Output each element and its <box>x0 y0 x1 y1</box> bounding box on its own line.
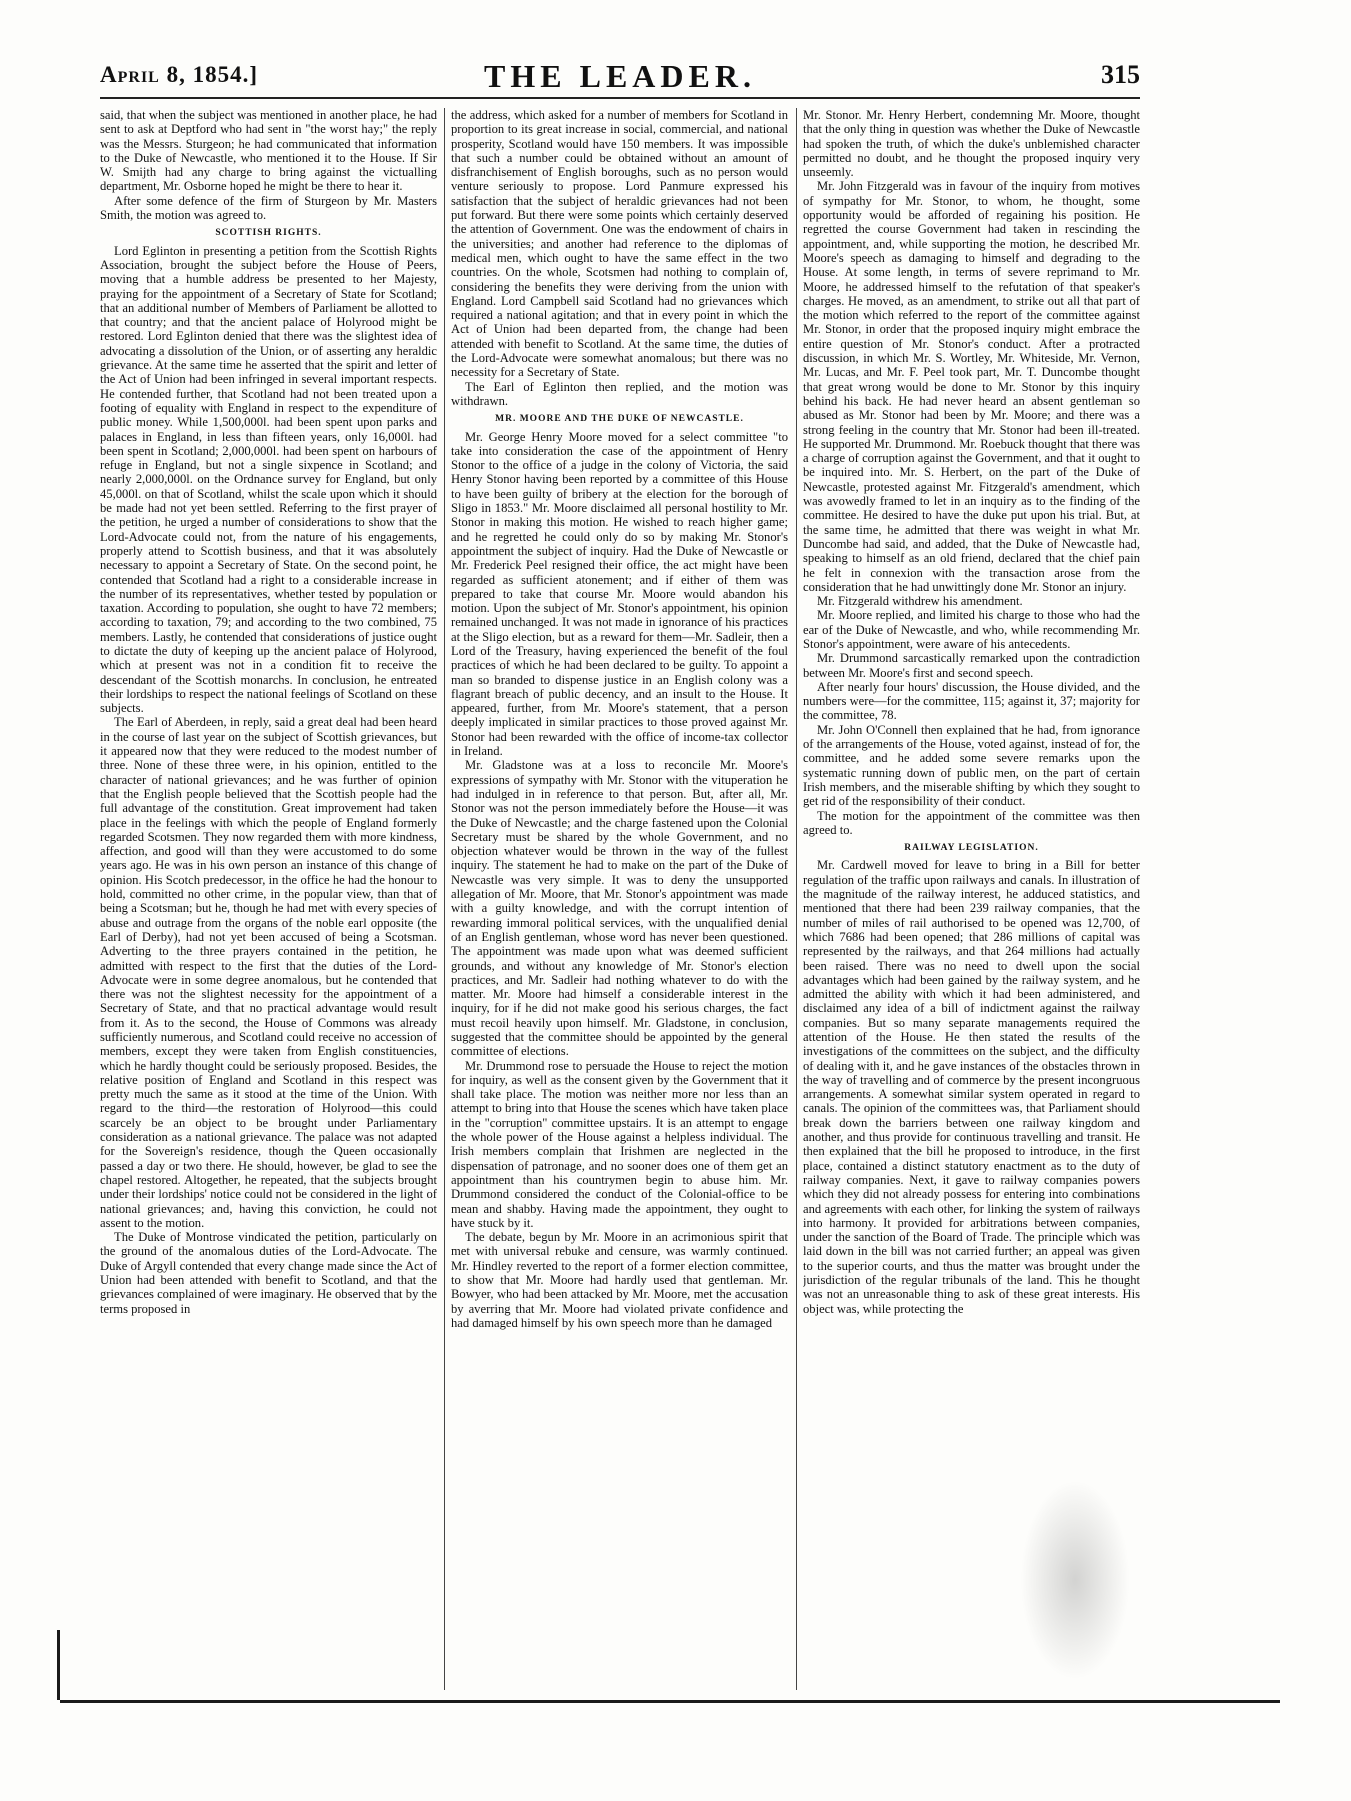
paragraph: Mr. Cardwell moved for leave to bring in a Bill for better regulation of the traffic upon railways and canals. In illustration of the magnitude of the railway interest, he adduced statistics, and mentioned that there had been 239 railway companies, that the number of miles of rail authorised to be opened was 12,700, of which 7686 had been opened; that 286 millions of capital was represented by the railways, and that 264 millions had actually been raised. There was no need to dwell upon the social advantages which had been gained by the railway system, and he admitted the ability with which it had been administered, and disclaimed any idea of a bill of indictment against the railway companies. But so many separate managements required the attention of the House. He then stated the results of the investigations of the committees on the subject, and the difficulty of dealing with it, and he gave instances of the obstacles thrown in the way of travelling and of commerce by the present incongruous arrangements. A somewhat similar system operated in regard to canals. The opinion of the committees was, that Parliament should break down the barriers between one railway kingdom and another, and thus provide for continuous travelling and transit. He then explained that the bill he proposed to introduce, in the first place, contained a distinct statutory enactment as to the duty of railway companies. Next, it gave to railway companies powers which they did not already possess for entering into combinations and agreements with each other, for linking the system of railways into harmony. It provided for arbitrations between companies, under the sanction of the Board of Trade. The principle which was laid down in the bill was not carried further; an appeal was given to the superior courts, and thus the matter was brought under the jurisdiction of the regular tribunals of the land. This he thought was not an unreasonable thing to ask of these great interests. His object was, while protecting the <box>803 858 1140 1316</box>
header-rule <box>100 97 1140 99</box>
column-divider <box>796 108 797 1690</box>
paragraph: The Duke of Montrose vindicated the petition, particularly on the ground of the anomalous duties of the Lord-Advocate. The Duke of Argyll contended that every change made since the Act of Union had been attended with benefit to Scotland, and that the grievances complained of were imaginary. He observed that by the terms proposed in <box>100 1230 437 1316</box>
ink-smudge <box>1020 1480 1130 1680</box>
article-columns <box>100 108 1140 1690</box>
paragraph: Mr. Drummond sarcastically remarked upon the contradiction between Mr. Moore's first and second speech. <box>803 651 1140 680</box>
paragraph: After some defence of the firm of Sturgeon by Mr. Masters Smith, the motion was agreed to. <box>100 193 437 223</box>
page-number: 315 <box>1101 60 1140 89</box>
paragraph: The debate, begun by Mr. Moore in an acrimonious spirit that met with universal rebuke and censure, was warmly continued. Mr. Hindley reverted to the report of a former election committee, to show that Mr. Moore had hardly used that gentleman. Mr. Bowyer, who had been attacked by Mr. Moore, met the accusation by averring that Mr. Moore had violated private confidence and had damaged himself by his own speech more than he damaged <box>451 1230 788 1330</box>
paragraph: Lord Eglinton in presenting a petition from the Scottish Rights Association, brought the subject before the House of Peers, moving that a humble address be presented to her Majesty, praying for the appointment of a Secretary of State for Scotland; that an additional number of Members of Parliament be allotted to that country; and that the ancient palace of Holyrood might be restored. Lord Eglinton denied that there was the slightest idea of advocating a dissolution of the Union, or of asserting any heraldic grievance. At the same time he asserted that the spirit and letter of the Act of Union had been infringed in several important respects. He contended further, that Scotland had not been treated upon a footing of equality with England in respect to the expenditure of public money. While 1,500,000l. had been spent upon parks and palaces in England, in less than fifteen years, only 16,000l. had been spent in Scotland; 2,000,000l. had been spent on harbours of refuge in England, but not a single sixpence in Scotland; and nearly 2,000,000l. on the Ordnance survey for England, but only 45,000l. on that of Scotland, whilst the scale upon which it should be made had not yet been settled. Referring to the first prayer of the petition, he urged a number of considerations to show that the Lord-Advocate could not, from the nature of his engagements, properly attend to Scottish business, and that it was absolutely necessary to appoint a Secretary of State. On the second point, he contended that Scotland had a right to a considerable increase in the number of its representatives, whether tested by population or taxation. According to population, she ought to have 72 members; according to taxation, 79; and according to the two combined, 75 members. Lastly, he contended that considerations of justice ought to dictate the duty of keeping up the ancient palace of Holyrood, which at present was not in a condition fit to receive the descendant of the Scottish monarchs. In conclusion, he entreated their lordships to respect the national feelings of Scotland on these subjects. <box>100 243 437 716</box>
paragraph: said, that when the subject was mentioned in another place, he had sent to ask at Deptford who had sent in "the worst hay;" the reply was the Messrs. Sturgeon; he had communicated that information to the Duke of Newcastle, who mentioned it to the House. If Sir W. Smijth had any charge to bring against the victualling department, Mr. Osborne hoped he might be there to hear it. <box>100 108 437 194</box>
paragraph: Mr. George Henry Moore moved for a select committee "to take into consideration the case of the appointment of Henry Stonor to the office of a judge in the colony of Victoria, the said Henry Stonor having been reported by a committee of this House to have been guilty of bribery at the election for the borough of Sligo in 1853." Mr. Moore disclaimed all personal hostility to Mr. Stonor in making this motion. He wished to reach higher game; and he regretted he could only do so by making Mr. Stonor's appointment the subject of inquiry. Had the Duke of Newcastle or Mr. Frederick Peel resigned their office, the act might have been regarded as sufficient atonement; and if either of them was prepared to take that course Mr. Moore would abandon his motion. Upon the subject of Mr. Stonor's appointment, his opinion remained unchanged. It was not made in ignorance of his practices at the Sligo election, but as a reward for them—Mr. Sadleir, then a Lord of the Treasury, having experienced the benefit of the foul practices of which he had been declared to be guilty. To appoint a man so branded to dispense justice in an English colony was a flagrant breach of public decency, and an insult to the House. It appeared, further, from Mr. Moore's statement, that a person deeply implicated in similar practices to those proved against Mr. Stonor had been rewarded with the office of income-tax collector in Ireland. <box>451 429 788 759</box>
paragraph: Mr. Drummond rose to persuade the House to reject the motion for inquiry, as well as the consent given by the Government that it shall take place. The motion was neither more nor less than an attempt to bring into that House the scenes which have taken place in the "corruption" committee upstairs. It is an attempt to engage the whole power of the House against a helpless individual. The Irish members complain that Irishmen are neglected in the dispensation of patronage, and no sooner does one of them get an appointment than his countrymen begin to abuse him. Mr. Drummond considered the conduct of the Colonial-office to be mean and shabby. Having made the appointment, they ought to have stuck by it. <box>451 1058 788 1230</box>
column-2 <box>451 108 788 1690</box>
section-heading-railway-legislation: RAILWAY LEGISLATION. <box>904 843 1039 854</box>
margin-mark <box>57 1630 60 1700</box>
issue-date: April 8, 1854.] <box>100 62 258 87</box>
column-1 <box>100 108 437 1690</box>
column-divider <box>444 108 445 1690</box>
newspaper-title: THE LEADER. <box>484 58 756 94</box>
column-3 <box>803 108 1140 1690</box>
paragraph: Mr. John Fitzgerald was in favour of the inquiry from motives of sympathy for Mr. Stonor, to whom, he thought, some opportunity would be afforded of regaining his position. He regretted the course Government had taken in rescinding the appointment, and, while supporting the motion, he described Mr. Moore's speech as damaging to himself and degrading to the House. At some length, in terms of severe reprimand to Mr. Moore, he addressed himself to the refutation of that speaker's charges. He moved, as an amendment, to strike out all that part of the motion which referred to the report of the committee against Mr. Stonor, in order that the proposed inquiry might embrace the entire question of Mr. Stonor's conduct. After a protracted discussion, in which Mr. S. Wortley, Mr. Whiteside, Mr. Vernon, Mr. Lucas, and Mr. F. Peel took part, Mr. T. Duncombe thought that great wrong would be done to Mr. Stonor by this inquiry behind his back. He had never heard an absent gentleman so abused as Mr. Stonor had been by Mr. Moore; and there was a strong feeling in the country that Mr. Stonor had been ill-treated. He supported Mr. Drummond. Mr. Roebuck thought that there was a charge of corruption against the Government, and that it ought to be inquired into. Mr. S. Herbert, on the part of the Duke of Newcastle, protested against Mr. Fitzgerald's amendment, which was avowedly framed to let in an inquiry as to the finding of the committee. He desired to have the duke put upon his trial. But, at the same time, he admitted that there was weight in what Mr. Duncombe had said, and added, that the Duke of Newcastle had, speaking to himself as an old friend, declared that the chief pain he felt in connexion with the transaction arose from the consideration that he had unwittingly done Mr. Stonor an injury. <box>803 179 1140 594</box>
paragraph: Mr. Gladstone was at a loss to reconcile Mr. Moore's expressions of sympathy with Mr. Stonor with the vituperation he had indulged in in reference to that person. But, after all, Mr. Stonor was not the person immediately before the House—it was the Duke of Newcastle; and the charge fastened upon the Colonial Secretary must be shared by the whole Government, and no objection whatever would be thrown in the way of the fullest inquiry. The statement he had to make on the part of the Duke of Newcastle was very simple. It was to deny the unsupported allegation of Mr. Moore, that Mr. Stonor's appointment was made with a guilty knowledge, and with the corrupt intention of rewarding immoral political services, with the unqualified denial of an English gentleman, whose word has never been questioned. The appointment was made upon what was deemed sufficient grounds, and without any knowledge of Mr. Stonor's election practices, and Mr. Sadleir had nothing whatever to do with the matter. Mr. Moore had himself a considerable interest in the inquiry, for if he did not make good his serious charges, the fact must recoil heavily upon himself. Mr. Gladstone, in conclusion, suggested that the committee should be appointed by the general committee of elections. <box>451 758 788 1059</box>
paragraph: Mr. Moore replied, and limited his charge to those who had the ear of the Duke of Newcastle, and who, while recommending Mr. Stonor's appointment, were aware of his antecedents. <box>803 608 1140 651</box>
paragraph: Mr. John O'Connell then explained that he had, from ignorance of the arrangements of the House, voted against, instead of for, the committee, and he added some severe remarks upon the systematic running down of public men, on the part of certain Irish members, and the miserable shifting by which they sought to get rid of the responsibility of their conduct. <box>803 722 1140 809</box>
paragraph: the address, which asked for a number of members for Scotland in proportion to its great increase in social, commercial, and national prosperity, Scotland would have 150 members. It was impossible that such a number could be obtained without an amount of disfranchisement of English boroughs, such as no person would venture seriously to propose. Lord Panmure expressed his satisfaction that the subject of heraldic grievances had not been put forward. But there were some points which certainly deserved the attention of Government. One was the endowment of chairs in the universities; and another had reference to the diplomas of medical men, which ought to have the same effect in the two countries. On the whole, Scotsmen had nothing to complain of, considering the benefits they were deriving from the union with England. Lord Campbell said Scotland had no grievances which required a national agitation; and that in every point in which the Act of Union had been departed from, the change had been attended with benefit to Scotland. At the same time, the duties of the Lord-Advocate were somewhat anomalous; but there was no necessity for a Secretary of State. <box>451 108 788 380</box>
paragraph: Mr. Stonor. Mr. Henry Herbert, condemning Mr. Moore, thought that the only thing in question was whether the Duke of Newcastle had spoken the truth, of which the duke's unblemished character permitted no doubt, and he thought the proposed inquiry very unseemly. <box>803 108 1140 180</box>
paragraph: The Earl of Eglinton then replied, and the motion was withdrawn. <box>451 379 788 408</box>
paragraph: After nearly four hours' discussion, the House divided, and the numbers were—for the committee, 115; against it, 37; majority for the committee, 78. <box>803 679 1140 723</box>
bottom-rule <box>60 1700 1280 1703</box>
paragraph: The Earl of Aberdeen, in reply, said a great deal had been heard in the course of last year on the subject of Scottish grievances, but it appeared now that they were reduced to the modest number of three. None of these three were, in his opinion, entitled to the character of national grievances; and he was further of opinion that the English people believed that the Scottish people had the full advantage of the constitution. Great improvement had taken place in the feelings with which the people of England formerly regarded Scotsmen. They now regarded them with more kindness, affection, and good will than they were accustomed to do some years ago. He was in his own person an instance of this change of opinion. His Scotch predecessor, in the office he had the honour to hold, committed no other crime, in the popular view, than that of being a Scotsman; but he, though he had met with every species of abuse and outrage from the organs of the noble earl opposite (the Earl of Derby), had not yet been accused of being a Scotsman. Adverting to the three prayers contained in the petition, he admitted with respect to the first that the duties of the Lord-Advocate were in some degree anomalous, but he contended that there was not the slightest necessity for the appointment of a Secretary of State, and that no practical advantage would result from it. As to the second, the House of Commons was already sufficiently numerous, and Scotland could receive no accession of members, except they were taken from English constituencies, which he hardly thought could be seriously proposed. Besides, the relative position of England and Scotland in this respect was pretty much the same as it stood at the time of the Union. With regard to the third—the restoration of Holyrood—this could scarcely be an object to be brought under Parliamentary consideration as a national grievance. The palace was not adapted for the Sovereign's residence, though the Queen occasionally passed a day or two there. He should, however, be glad to see the chapel restored. Altogether, he repeated, that the subjects brought under their lordships' notice could not be considered in the light of national grievances; and, having this conviction, he could not assent to the motion. <box>100 715 437 1230</box>
paragraph: Mr. Fitzgerald withdrew his amendment. <box>817 594 1023 609</box>
masthead <box>100 50 1140 96</box>
paragraph: The motion for the appointment of the committee was then agreed to. <box>803 808 1140 837</box>
section-heading-moore-newcastle: MR. MOORE AND THE DUKE OF NEWCASTLE. <box>495 414 744 425</box>
section-heading-scottish-rights: SCOTTISH RIGHTS. <box>215 228 322 239</box>
